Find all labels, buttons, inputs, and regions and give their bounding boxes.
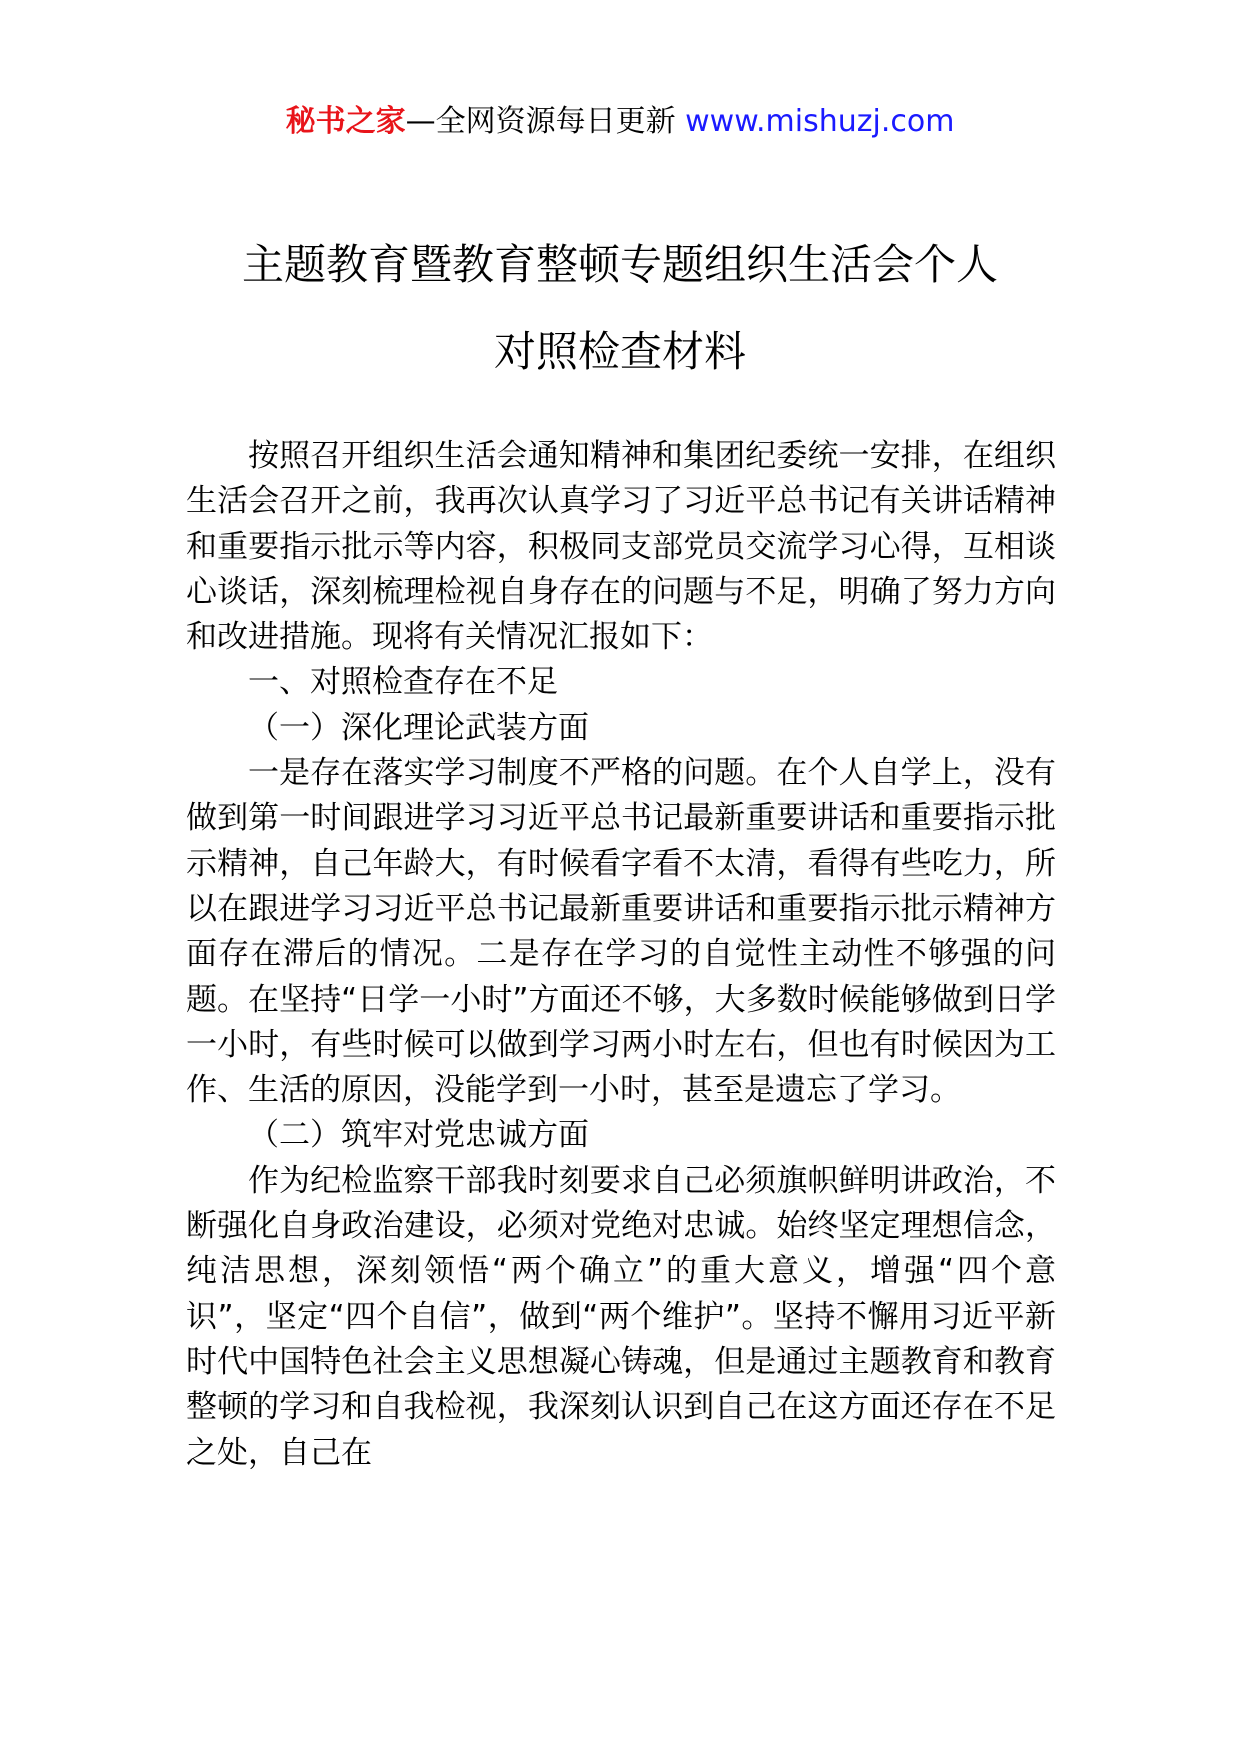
subsection-paragraph-1: 一是存在落实学习制度不严格的问题。在个人自学上，没有做到第一时间跟进学习习近平总书记最新重要讲话和重要指示批示精神，自己年龄大，有时候看字看不太清，看得有些吃力，所以在跟进学习习近平总书记最新重要讲话和重要指示批示精神方面存在滞后的情况。二是存在学习的自觉性主动性不够强的问题。在坚持“日学一小时”方面还不够，大多数时候能够做到日学一小时，有些时候可以做到学习两小时左右，但也有时候因为工作、生活的原因，没能学到一小时，甚至是遗忘了学习。 [186, 755, 1056, 1109]
site-header [0, 98, 1240, 146]
intro-paragraph: 按照召开组织生活会通知精神和集团纪委统一安排，在组织生活会召开之前，我再次认真学习了习近平总书记有关讲话精神和重要指示批示等内容，积极同支部党员交流学习心得，互相谈心谈话，深刻梳理检视自身存在的问题与不足，明确了努力方向和改进措施。现将有关情况汇报如下： [186, 438, 1056, 656]
section-heading-1: 一、对照检查存在不足 [248, 664, 558, 701]
document-title-line-1: 主题教育暨教育整顿专题组织生活会个人 [241, 240, 998, 289]
brand-name: 秘书之家 [285, 104, 406, 139]
site-url-link[interactable]: www.mishuzj.com [685, 104, 955, 139]
subsection-heading-1: （一）深化理论武装方面 [248, 709, 589, 746]
subsection-paragraph-2: 作为纪检监察干部我时刻要求自己必须旗帜鲜明讲政治，不断强化自身政治建设，必须对党绝对忠诚。始终坚定理想信念，纯洁思想，深刻领悟“两个确立”的重大意义，增强“四个意识”，坚定“四个自信”，做到“两个维护”。坚持不懈用习近平新时代中国特色社会主义思想凝心铸魂，但是通过主题教育和教育整顿的学习和自我检视，我深刻认识到自己在这方面还存在不足之处，自己在 [186, 1162, 1056, 1471]
document-body [186, 434, 1056, 1476]
document-title-line-2: 对照检查材料 [493, 327, 746, 376]
header-tagline: —全网资源每日更新 [405, 104, 686, 139]
subsection-heading-2: （二）筑牢对党忠诚方面 [248, 1117, 589, 1154]
